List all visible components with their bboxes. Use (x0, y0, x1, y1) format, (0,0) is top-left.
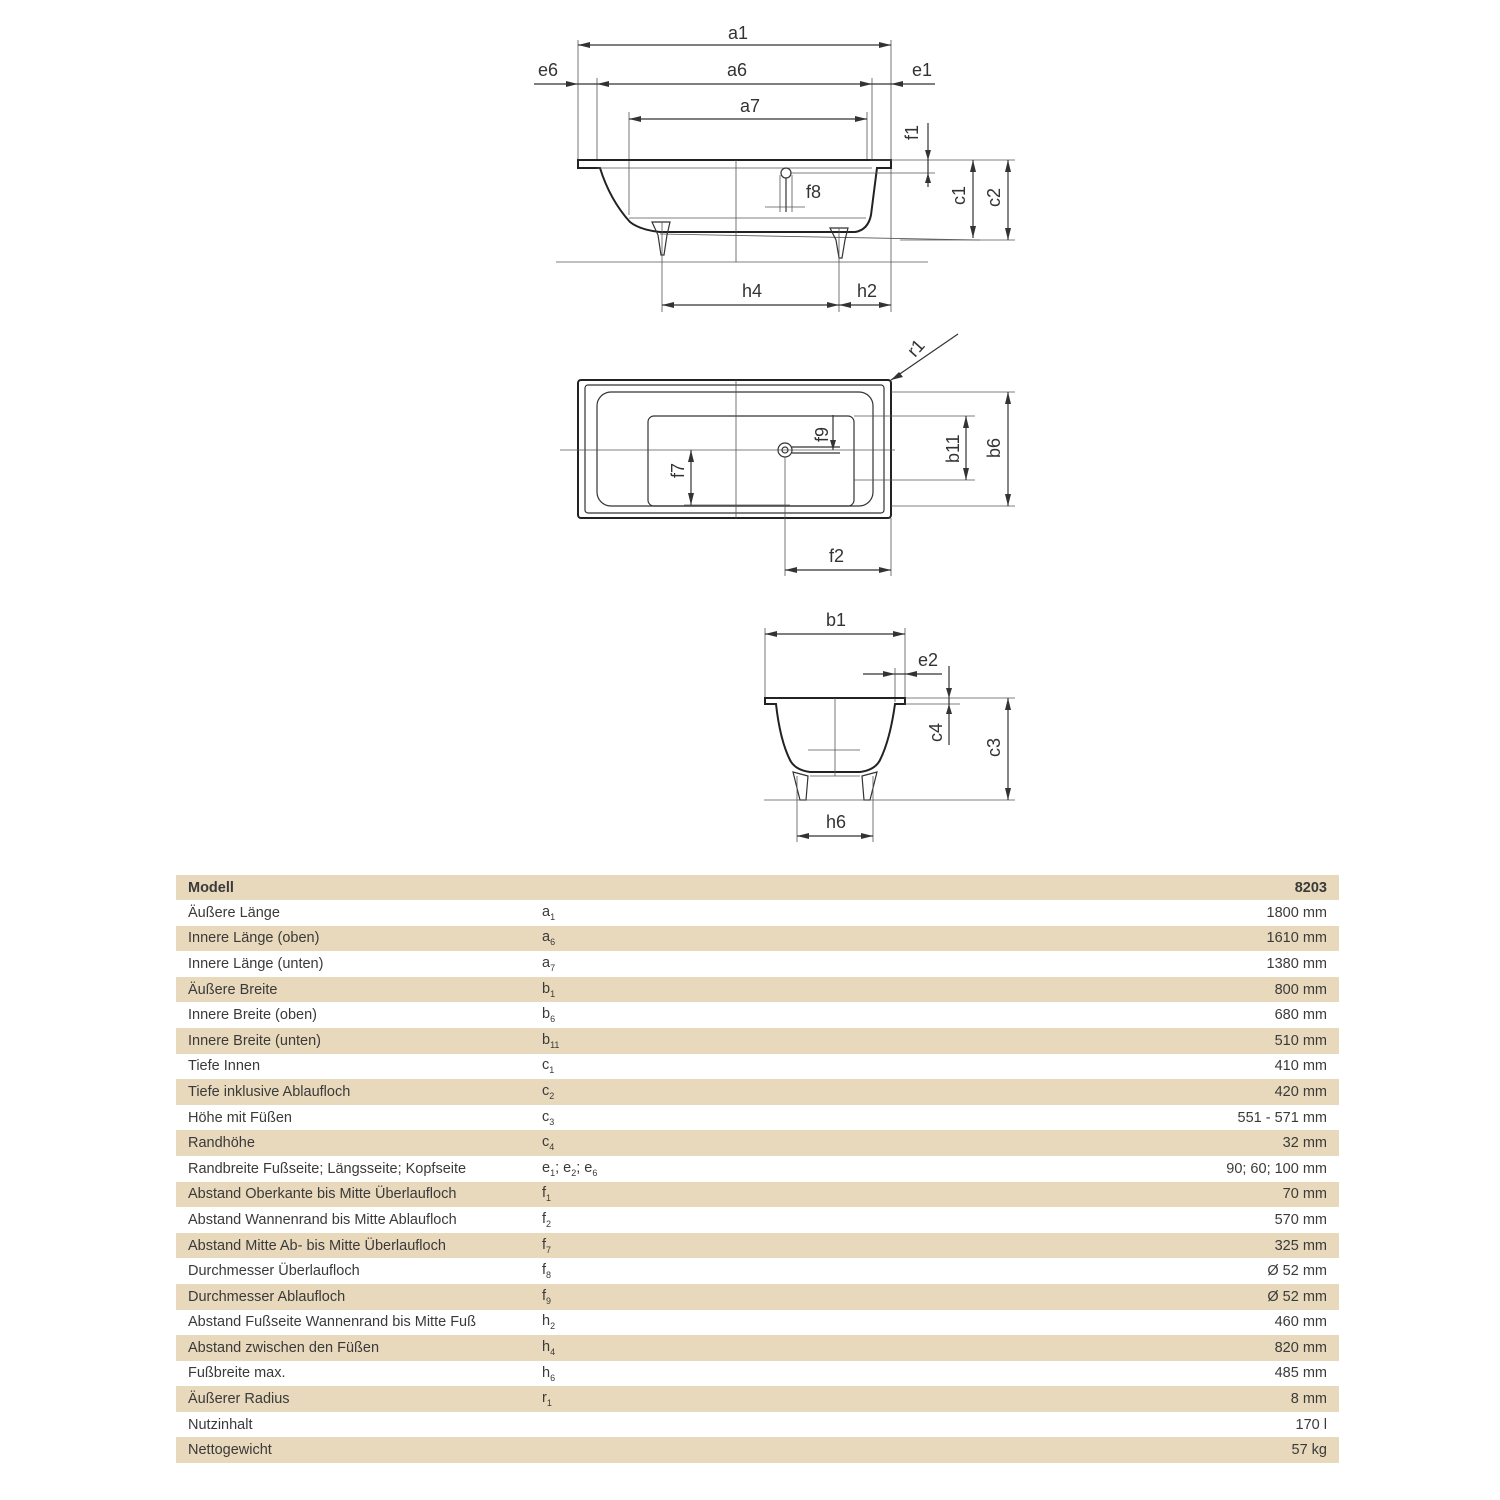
row-value: 570 mm (1274, 1211, 1327, 1228)
row-value: 460 mm (1274, 1314, 1327, 1331)
table-row (176, 1156, 1339, 1182)
row-label: Abstand Mitte Ab- bis Mitte Überlaufloch (176, 1233, 530, 1259)
row-label: Höhe mit Füßen (188, 1109, 292, 1126)
row-symbol (530, 1105, 674, 1131)
symbol-index: 2 (571, 1167, 577, 1178)
symbol-letter: a (542, 929, 551, 946)
label-e1: e1 (912, 60, 933, 80)
label-a1: a1 (728, 23, 749, 43)
row-label: Abstand Oberkante bis Mitte Überlaufloch (176, 1182, 530, 1208)
table-row (176, 1361, 1339, 1387)
row-symbol (530, 1386, 674, 1412)
table-header-row (176, 875, 1339, 900)
row-label: Randhöhe (176, 1130, 530, 1156)
row-value: 510 mm (674, 1028, 1339, 1054)
end-view (764, 610, 1015, 842)
row-symbol (530, 1028, 674, 1054)
header-model-value: 8203 (674, 875, 1339, 900)
row-symbol (530, 1233, 674, 1259)
row-symbol (530, 900, 674, 926)
row-label: Nutzinhalt (188, 1416, 253, 1433)
row-value: 420 mm (674, 1079, 1339, 1105)
label-f8: f8 (806, 182, 822, 202)
row-value: 485 mm (1274, 1365, 1327, 1382)
row-symbol (530, 1361, 674, 1387)
spec-body (176, 900, 1339, 1463)
row-value: 325 mm (674, 1233, 1339, 1259)
symbol-index: 11 (550, 1039, 560, 1050)
symbol-index: 8 (546, 1270, 552, 1281)
table-row (176, 900, 1339, 926)
symbol-letter: f (542, 1185, 547, 1202)
symbol-letter: c (542, 1134, 550, 1151)
symbol-letter: ; e (555, 1159, 572, 1176)
row-value: 410 mm (1274, 1058, 1327, 1075)
row-label: Nettogewicht (176, 1437, 530, 1463)
row-symbol (530, 926, 674, 952)
symbol-index: 6 (550, 1372, 556, 1383)
table-row (176, 1258, 1339, 1284)
label-h4: h4 (742, 281, 763, 301)
top-view (560, 334, 1015, 576)
label-b1: b1 (826, 610, 847, 630)
symbol-index: 1 (546, 1193, 552, 1204)
row-symbol (530, 1207, 674, 1233)
label-b6: b6 (984, 437, 1004, 458)
symbol-index: 4 (549, 1142, 555, 1153)
table-row (176, 1233, 1339, 1259)
row-label: Äußere Breite (176, 977, 530, 1003)
symbol-letter: h (542, 1364, 551, 1381)
symbol-index: 6 (550, 937, 556, 948)
row-value: 800 mm (674, 977, 1339, 1003)
label-f1: f1 (902, 124, 922, 140)
row-value: 551 - 571 mm (1237, 1109, 1327, 1126)
table-row (176, 1284, 1339, 1310)
symbol-index: 6 (550, 1014, 556, 1025)
row-symbol (530, 1310, 674, 1336)
label-b11: b11 (943, 434, 963, 463)
table-row (176, 1335, 1339, 1361)
symbol-letter: b (542, 1006, 551, 1023)
row-label: Abstand Wannenrand bis Mitte Ablaufloch (188, 1211, 457, 1228)
symbol-letter: r (542, 1390, 547, 1407)
table-row (176, 1028, 1339, 1054)
row-symbol (530, 1002, 674, 1028)
symbol-index: 1 (550, 911, 556, 922)
row-value: 1610 mm (674, 926, 1339, 952)
row-label: Innere Breite (oben) (188, 1007, 317, 1024)
row-symbol (530, 1412, 674, 1438)
label-c2: c2 (984, 187, 1004, 207)
table-row (176, 1054, 1339, 1080)
symbol-letter: h (542, 1313, 551, 1330)
row-label: Durchmesser Überlaufloch (188, 1263, 360, 1280)
symbol-letter: c (542, 1108, 550, 1125)
symbol-index: 1 (549, 1065, 555, 1076)
label-c1: c1 (949, 185, 969, 205)
row-symbol (530, 1054, 674, 1080)
spec-table (176, 875, 1339, 1463)
symbol-letter: ; e (576, 1159, 593, 1176)
symbol-index: 1 (546, 1398, 552, 1409)
table-row (176, 1412, 1339, 1438)
label-r1: r1 (903, 335, 929, 361)
side-view (534, 23, 1015, 312)
symbol-index: 7 (550, 962, 556, 973)
symbol-letter: f (542, 1236, 547, 1253)
table-row (176, 1002, 1339, 1028)
row-label: Durchmesser Ablaufloch (176, 1284, 530, 1310)
symbol-letter: b (542, 1031, 551, 1048)
symbol-index: 7 (546, 1244, 552, 1255)
row-symbol (530, 1156, 674, 1182)
label-e6: e6 (538, 60, 559, 80)
label-c4: c4 (926, 722, 946, 742)
row-label: Innere Länge (oben) (176, 926, 530, 952)
label-h6: h6 (826, 812, 847, 832)
row-label: Abstand Fußseite Wannenrand bis Mitte Fuß (188, 1314, 476, 1331)
symbol-index: 1 (550, 988, 556, 999)
row-label: Äußere Länge (188, 904, 280, 921)
table-row (176, 926, 1339, 952)
label-a7: a7 (740, 96, 761, 116)
label-f2: f2 (829, 546, 845, 566)
row-label: Innere Länge (unten) (188, 955, 324, 972)
row-label: Tiefe inklusive Ablaufloch (176, 1079, 530, 1105)
row-value: Ø 52 mm (674, 1284, 1339, 1310)
row-value: 820 mm (674, 1335, 1339, 1361)
table-row (176, 1386, 1339, 1412)
row-value: 90; 60; 100 mm (1226, 1160, 1327, 1177)
symbol-index: 3 (549, 1116, 555, 1127)
row-symbol (530, 1437, 674, 1463)
row-symbol (530, 1182, 674, 1208)
symbol-letter: a (542, 903, 551, 920)
row-symbol (530, 977, 674, 1003)
row-value: 1800 mm (1266, 904, 1327, 921)
row-label: Randbreite Fußseite; Längsseite; Kopfseite (188, 1160, 467, 1177)
row-value: 8 mm (674, 1386, 1339, 1412)
row-symbol (530, 1258, 674, 1284)
row-symbol (530, 1079, 674, 1105)
table-row (176, 1130, 1339, 1156)
row-value: 70 mm (674, 1182, 1339, 1208)
symbol-index: 2 (546, 1218, 552, 1229)
table-row (176, 1182, 1339, 1208)
symbol-index: 4 (550, 1346, 556, 1357)
label-e2: e2 (918, 650, 939, 670)
symbol-letter: c (542, 1057, 550, 1074)
label-h2: h2 (857, 281, 878, 301)
table-row (176, 1310, 1339, 1336)
row-symbol (530, 1284, 674, 1310)
table-row (176, 951, 1339, 977)
row-value: Ø 52 mm (1267, 1263, 1327, 1280)
symbol-letter: e (542, 1159, 551, 1176)
symbol-letter: b (542, 980, 551, 997)
row-label: Abstand zwischen den Füßen (176, 1335, 530, 1361)
row-value: 57 kg (674, 1437, 1339, 1463)
symbol-letter: h (542, 1338, 551, 1355)
symbol-letter: f (542, 1210, 547, 1227)
label-a6: a6 (727, 60, 748, 80)
table-row (176, 977, 1339, 1003)
row-value: 680 mm (1274, 1007, 1327, 1024)
row-symbol (530, 1130, 674, 1156)
symbol-letter: c (542, 1083, 550, 1099)
label-f9: f9 (812, 426, 832, 442)
row-label: Innere Breite (unten) (176, 1028, 530, 1054)
symbol-index: 1 (550, 1167, 556, 1178)
row-value: 170 l (1295, 1416, 1327, 1433)
symbol-letter: f (542, 1287, 547, 1304)
row-symbol (530, 951, 674, 977)
table-row (176, 1105, 1339, 1131)
label-c3: c3 (984, 737, 1004, 757)
label-f7: f7 (668, 462, 688, 478)
row-label: Tiefe Innen (188, 1058, 261, 1075)
row-symbol (530, 1335, 674, 1361)
row-label: Fußbreite max. (188, 1365, 286, 1382)
symbol-index: 6 (592, 1167, 598, 1178)
table-row (176, 1207, 1339, 1233)
symbol-index: 2 (549, 1090, 555, 1101)
symbol-letter: f (542, 1262, 547, 1279)
symbol-index: 2 (550, 1321, 556, 1332)
header-label: Modell (176, 875, 674, 900)
symbol-letter: a (542, 955, 551, 972)
row-value: 1380 mm (1266, 955, 1327, 972)
symbol-index: 9 (546, 1295, 552, 1306)
row-label: Äußerer Radius (176, 1386, 530, 1412)
table-row (176, 1437, 1339, 1463)
table-row (176, 1079, 1339, 1105)
row-value: 32 mm (674, 1130, 1339, 1156)
